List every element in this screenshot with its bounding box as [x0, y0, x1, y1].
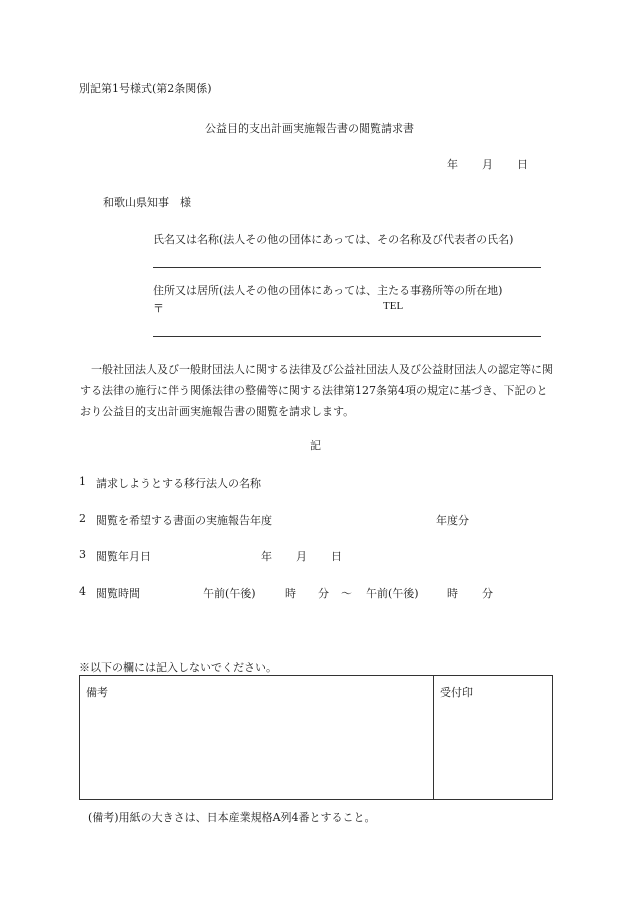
item-3-month: 月: [296, 550, 307, 563]
remarks-cell: [80, 676, 434, 800]
item-2-number: 2: [79, 512, 86, 525]
applicant-address-line[interactable]: [153, 336, 541, 337]
form-number-label: 別記第1号様式(第2条関係): [79, 82, 212, 95]
remarks-label: 備考: [86, 686, 108, 699]
item-4-ampm-start: 午前(午後): [203, 587, 256, 600]
date-month-label: 月: [482, 158, 493, 171]
item-4-hour-start: 時: [285, 587, 296, 600]
applicant-name-line[interactable]: [153, 267, 541, 268]
item-3-label: 閲覧年月日: [96, 550, 151, 563]
postal-mark: 〒: [153, 302, 164, 315]
item-1-number: 1: [79, 475, 86, 488]
reception-stamp-label: 受付印: [440, 686, 473, 699]
applicant-name-label: 氏名又は名称(法人その他の団体にあっては、その名称及び代表者の氏名): [153, 233, 514, 246]
tel-label: TEL: [383, 300, 404, 312]
office-use-note: ※以下の欄には記入しないでください。: [79, 661, 277, 674]
item-4-minute-start: 分: [318, 587, 329, 600]
item-1-label: 請求しようとする移行法人の名称: [96, 477, 261, 490]
office-use-table: [79, 675, 553, 800]
item-4-number: 4: [79, 585, 86, 598]
item-3-day: 日: [331, 550, 342, 563]
date-year-label: 年: [447, 158, 458, 171]
item-4-minute-end: 分: [482, 587, 493, 600]
item-2-year-suffix: 年度分: [436, 514, 469, 527]
item-3-number: 3: [79, 548, 86, 561]
paper-size-footnote: (備考)用紙の大きさは、日本産業規格A列4番とすること。: [88, 811, 376, 824]
item-3-year: 年: [261, 550, 272, 563]
addressee: 和歌山県知事 様: [103, 196, 191, 209]
reception-stamp-cell: [434, 676, 553, 800]
document-title: 公益目的支出計画実施報告書の閲覧請求書: [205, 122, 414, 135]
item-2-label: 閲覧を希望する書面の実施報告年度: [96, 514, 272, 527]
item-4-tilde: 〜: [341, 587, 352, 600]
applicant-address-label: 住所又は居所(法人その他の団体にあっては、主たる事務所等の所在地): [153, 284, 503, 297]
ki-heading: 記: [310, 439, 321, 452]
item-4-label: 閲覧時間: [96, 587, 140, 600]
item-4-ampm-end: 午前(午後): [366, 587, 419, 600]
item-4-hour-end: 時: [447, 587, 458, 600]
date-day-label: 日: [517, 158, 528, 171]
request-body-text: 一般社団法人及び一般財団法人に関する法律及び公益社団法人及び公益財団法人の認定等に関する法律の施行に伴う関係法律の整備等に関する法律第127条第4項の規定に基づき、下記のとおり公益目的支出計画実施報告書の閲覧を請求します。: [80, 363, 553, 418]
